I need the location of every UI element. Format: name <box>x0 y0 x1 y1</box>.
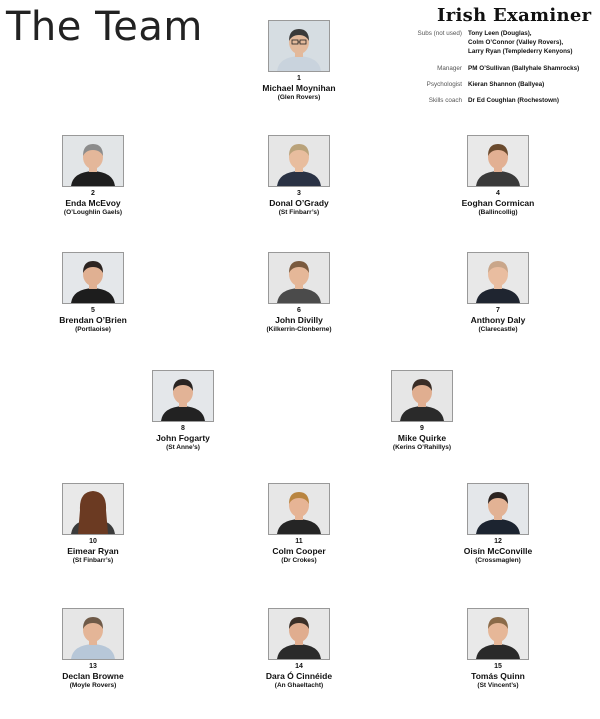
player-number: 11 <box>295 538 303 545</box>
portrait-icon <box>269 136 329 186</box>
player-photo <box>467 135 529 187</box>
player-club: (Crossmaglen) <box>475 557 521 564</box>
staff-label: Psychologist <box>426 81 462 88</box>
player-club: (Kerins O’Rahillys) <box>392 444 452 451</box>
portrait-icon <box>63 136 123 186</box>
portrait-icon <box>63 484 123 534</box>
staff-row-manager <box>398 64 598 73</box>
player-card <box>23 252 163 334</box>
portrait-icon <box>153 371 213 421</box>
player-name: Michael Moynihan <box>262 83 336 93</box>
player-club: (Kilkerrin-Clonberne) <box>266 326 332 333</box>
staff-label: Manager <box>437 65 462 72</box>
staff-label: Subs (not used) <box>417 30 462 37</box>
player-number: 1 <box>297 75 301 82</box>
portrait-icon <box>269 609 329 659</box>
player-club: (Portlaoise) <box>75 326 111 333</box>
player-card <box>352 370 492 452</box>
player-photo <box>62 135 124 187</box>
player-name: Oisín McConville <box>463 546 533 556</box>
player-club: (St Finbarr’s) <box>278 209 320 216</box>
player-photo <box>268 135 330 187</box>
player-club: (St Anne’s) <box>166 444 200 451</box>
player-name: Colm Cooper <box>272 546 326 556</box>
player-card <box>428 483 568 565</box>
staff-value: Kieran Shannon (Ballyea) <box>468 81 545 88</box>
staff-row-subs <box>398 29 598 56</box>
player-name: Anthony Daly <box>470 315 526 325</box>
player-number: 12 <box>494 538 502 545</box>
player-number: 4 <box>496 190 500 197</box>
player-name: Tomás Quinn <box>471 671 525 681</box>
player-club: (Moyle Rovers) <box>69 682 117 689</box>
player-name: John Divilly <box>275 315 323 325</box>
player-number: 13 <box>89 663 97 670</box>
player-photo <box>268 252 330 304</box>
player-number: 8 <box>181 425 185 432</box>
player-name: Eoghan Cormican <box>461 198 535 208</box>
player-number: 15 <box>494 663 502 670</box>
player-photo <box>268 483 330 535</box>
player-club: (O’Loughlin Gaels) <box>63 209 123 216</box>
player-club: (Ballincollig) <box>478 209 518 216</box>
player-card <box>23 483 163 565</box>
portrait-icon <box>63 253 123 303</box>
player-name: Donal O’Grady <box>269 198 329 208</box>
player-photo <box>62 252 124 304</box>
player-card <box>229 252 369 334</box>
player-number: 6 <box>297 307 301 314</box>
portrait-icon <box>269 484 329 534</box>
player-card <box>428 252 568 334</box>
portrait-icon <box>63 609 123 659</box>
player-club: (St Vincent’s) <box>477 682 519 689</box>
player-club: (Glen Rovers) <box>277 94 321 101</box>
player-card <box>229 135 369 217</box>
player-photo <box>268 20 330 72</box>
portrait-icon <box>269 253 329 303</box>
portrait-icon <box>392 371 452 421</box>
staff-info <box>398 29 598 112</box>
player-card <box>229 608 369 690</box>
player-name: Dara Ó Cinnéide <box>265 671 333 681</box>
player-photo <box>62 608 124 660</box>
player-card <box>229 483 369 565</box>
player-name: Brendan O’Brien <box>59 315 127 325</box>
player-name: Mike Quirke <box>397 433 447 443</box>
staff-value: Tony Leen (Douglas), Colm O’Connor (Valley Rovers), Larry Ryan (Templederry Kenyons) <box>468 30 573 55</box>
player-card <box>23 135 163 217</box>
player-photo <box>62 483 124 535</box>
player-card <box>428 135 568 217</box>
portrait-icon <box>468 136 528 186</box>
portrait-icon <box>468 484 528 534</box>
player-number: 5 <box>91 307 95 314</box>
player-club: (St Finbarr’s) <box>72 557 114 564</box>
page-title: The Team <box>6 4 203 50</box>
player-photo <box>467 483 529 535</box>
player-card <box>113 370 253 452</box>
player-card <box>229 20 369 102</box>
player-number: 2 <box>91 190 95 197</box>
player-number: 14 <box>295 663 303 670</box>
portrait-icon <box>468 253 528 303</box>
player-club: (Dr Crokes) <box>281 557 317 564</box>
player-number: 9 <box>420 425 424 432</box>
staff-value: PM O’Sullivan (Ballyhale Shamrocks) <box>468 65 580 72</box>
player-name: Enda McEvoy <box>65 198 121 208</box>
portrait-icon <box>468 609 528 659</box>
portrait-icon <box>269 21 329 71</box>
player-number: 3 <box>297 190 301 197</box>
player-club: (An Ghaeltacht) <box>274 682 324 689</box>
staff-row-psychologist <box>398 80 598 89</box>
player-number: 10 <box>89 538 97 545</box>
staff-value: Dr Ed Coughlan (Rochestown) <box>468 97 559 104</box>
player-number: 7 <box>496 307 500 314</box>
player-card <box>23 608 163 690</box>
player-photo <box>268 608 330 660</box>
player-photo <box>467 252 529 304</box>
player-card <box>428 608 568 690</box>
staff-label: Skills coach <box>428 97 462 104</box>
player-name: Declan Browne <box>62 671 124 681</box>
player-photo <box>152 370 214 422</box>
player-name: Eimear Ryan <box>67 546 119 556</box>
player-name: John Fogarty <box>156 433 210 443</box>
staff-row-skills-coach <box>398 96 598 105</box>
player-photo <box>391 370 453 422</box>
player-photo <box>467 608 529 660</box>
brand-logo: Irish Examiner <box>437 5 592 26</box>
player-club: (Clarecastle) <box>478 326 518 333</box>
